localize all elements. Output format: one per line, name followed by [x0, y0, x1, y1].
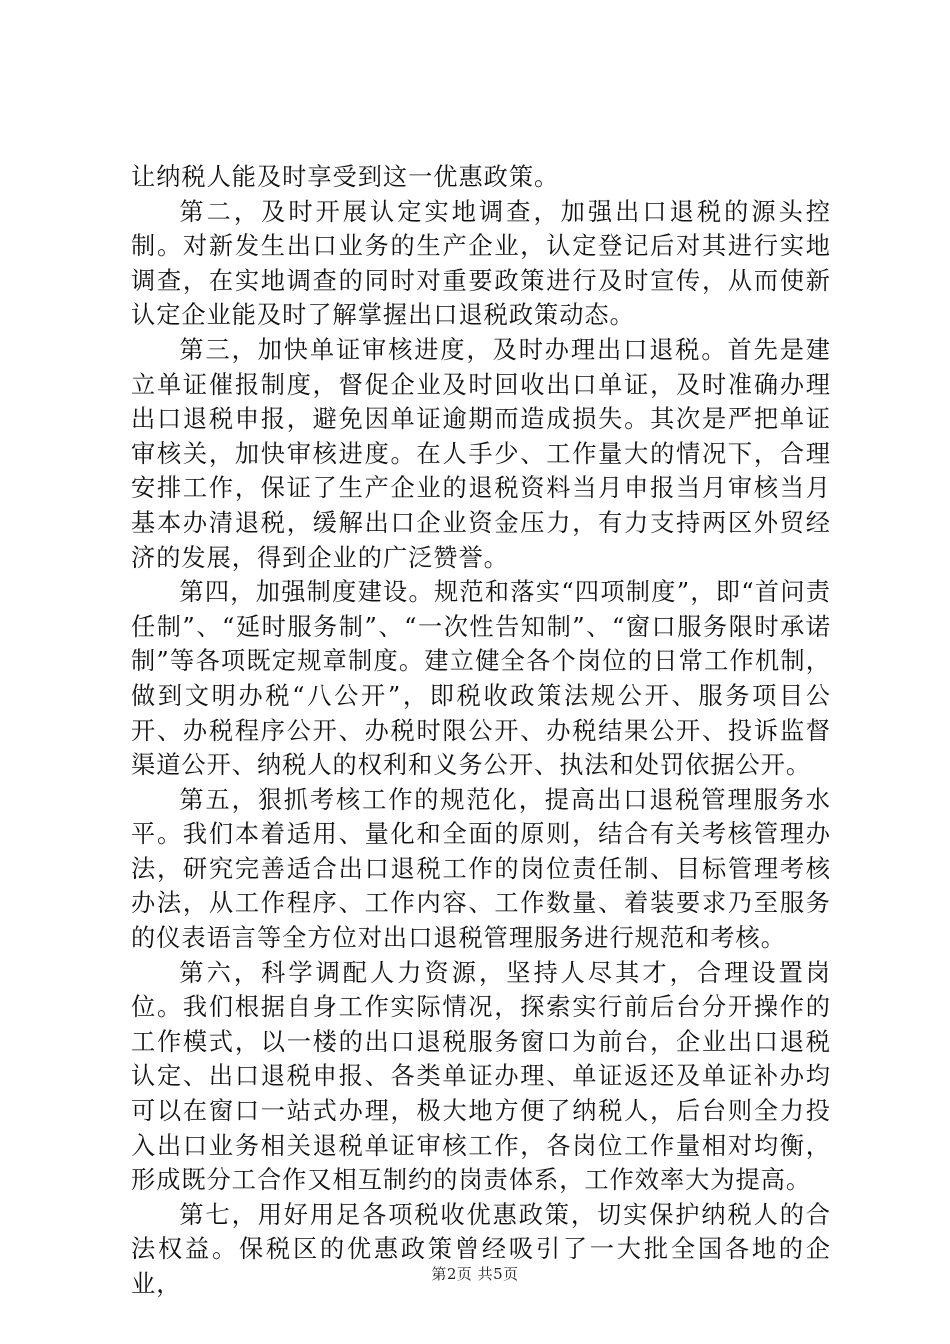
paragraph-fifth: 第五，狠抓考核工作的规范化，提高出口退税管理服务水平。我们本着适用、量化和全面的原则，结合有关考核管理办法，研究完善适合出口退税工作的岗位责任制、目标管理考核办法，从工作程序、工作内容、工作数量、着装要求乃至服务的仪表语言等全方位对出口退税管理服务进行规范和考核。 — [131, 785, 831, 953]
paragraph-fourth: 第四，加强制度建设。规范和落实“四项制度”，即“首问责任制”、“延时服务制”、“一次性告知制”、“窗口服务限时承诺制”等各项既定规章制度。建立健全各个岗位的日常工作机制，做到文明办税“八公开”，即税收政策法规公开、服务项目公开、办税程序公开、办税时限公开、办税结果公开、投诉监督渠道公开、纳税人的权利和义务公开、执法和处罚依据公开。 — [131, 578, 831, 780]
paragraph-third: 第三，加快单证审核进度，及时办理出口退税。首先是建立单证催报制度，督促企业及时回收出口单证，及时准确办理出口退税申报，避免因单证逾期而造成损失。其次是严把单证审核关，加快审核进度。在人手少、工作量大的情况下，合理安排工作，保证了生产企业的退税资料当月申报当月审核当月基本办清退税，缓解出口企业资金压力，有力支持两区外贸经济的发展，得到企业的广泛赞誉。 — [131, 335, 831, 572]
document-body — [131, 160, 831, 1302]
paragraph-second: 第二，及时开展认定实地调查，加强出口退税的源头控制。对新发生出口业务的生产企业，认定登记后对其进行实地调查，在实地调查的同时对重要政策进行及时宣传，从而使新认定企业能及时了解掌握出口退税政策动态。 — [131, 197, 831, 330]
paragraph-sixth: 第六，科学调配人力资源，坚持人尽其才，合理设置岗位。我们根据自身工作实际情况，探索实行前后台分开操作的工作模式，以一楼的出口退税服务窗口为前台，企业出口退税认定、出口退税申报、各类单证办理、单证返还及单证补办均可以在窗口一站式办理，极大地方便了纳税人，后台则全力投入出口业务相关退税单证审核工作，各岗位工作量相对均衡，形成既分工合作又相互制约的岗责体系，工作效率大为提高。 — [131, 958, 831, 1195]
paragraph-seventh: 第七，用好用足各项税收优惠政策，切实保护纳税人的合法权益。保税区的优惠政策曾经吸引了一大批全国各地的企业， — [131, 1200, 831, 1298]
paragraph-continuation: 让纳税人能及时享受到这一优惠政策。 — [131, 163, 560, 191]
page-footer: 第2页 共5页 — [431, 1265, 519, 1283]
